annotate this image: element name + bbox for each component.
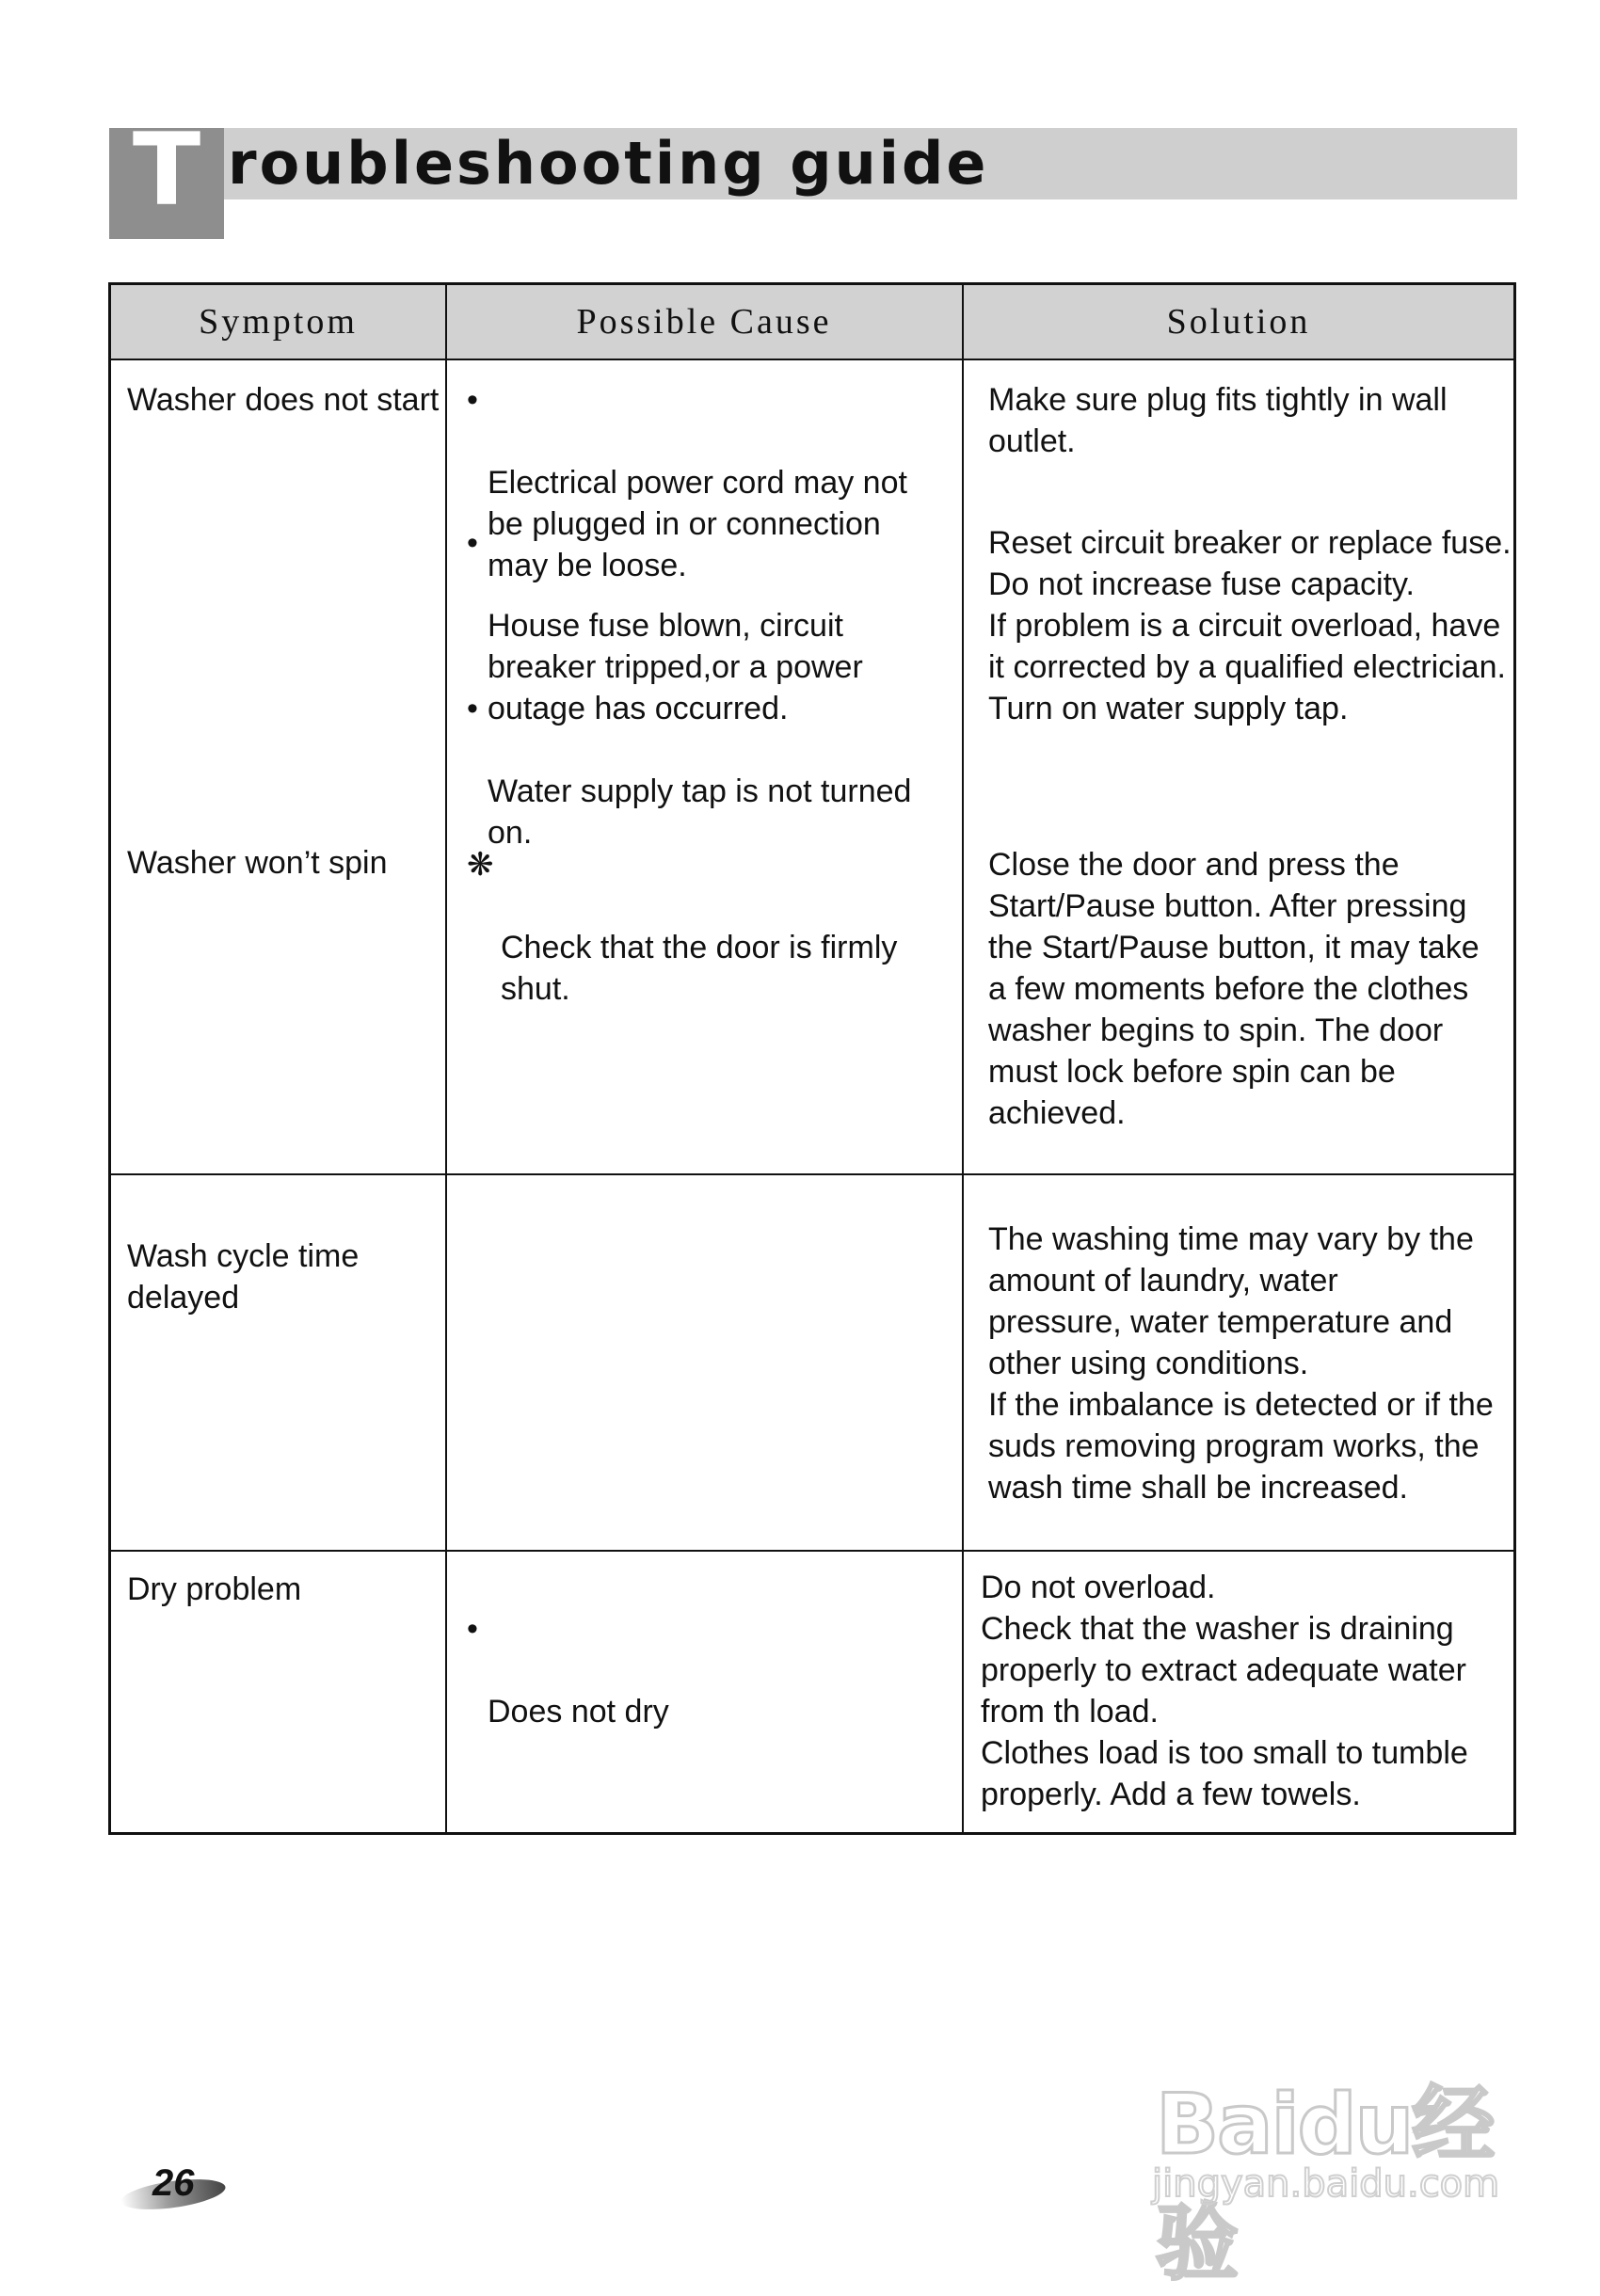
solution-dry-problem: Do not overload. Check that the washer is draining properly to extract adequate water from th load. Clothes load is too small to tumble properly. Add a few towels. — [981, 1570, 1468, 1812]
solution-close-door: Close the door and press the Start/Pause button. After pressing the Start/Pause button, it may take a few moments before the clothes washer begins to spin. The door must lock before spin can be achieved. — [988, 847, 1480, 1131]
cause-door-shut — [467, 844, 956, 1010]
troubleshooting-table — [108, 282, 1516, 1835]
symptom-washer-does-not-start: Washer does not start — [127, 382, 440, 418]
column-divider-1 — [445, 285, 447, 1832]
watermark-url: jingyan.baidu.com — [1152, 2162, 1500, 2206]
cause-text: Water supply tap is not turned on. — [488, 773, 912, 851]
watermark-logo: Baidu经验 — [1156, 2076, 1494, 2291]
cause-water-tap — [467, 688, 956, 853]
cause-text: House fuse blown, circuit breaker tripped,or a power outage has occurred. — [488, 608, 863, 726]
column-divider-2 — [962, 285, 964, 1832]
row-divider-2 — [111, 1550, 1513, 1552]
cause-text: Electrical power cord may not be plugged in or connection may be loose. — [488, 465, 907, 583]
page-number: 26 — [152, 2162, 195, 2204]
bullet-mark: • — [467, 1611, 478, 1647]
column-header-possible-cause: Possible Cause — [576, 302, 832, 342]
asterism-mark: ❋ — [467, 847, 494, 883]
column-header-solution: Solution — [1166, 302, 1311, 342]
bullet-mark: • — [467, 691, 478, 726]
symptom-washer-wont-spin: Washer won’t spin — [127, 845, 388, 881]
solution-plug: Make sure plug fits tightly in wall outlet. — [988, 382, 1448, 459]
solution-washing-time: The washing time may vary by the amount of laundry, water pressure, water temperature and other using conditions. If the imbalance is detected or if the suds removing program works, the wash time shall be increased. — [988, 1221, 1494, 1506]
column-header-symptom: Symptom — [199, 302, 358, 342]
row-divider-1 — [111, 1173, 1513, 1175]
table-header-row — [111, 285, 1513, 360]
solution-circuit-breaker: Reset circuit breaker or replace fuse. Do not increase fuse capacity. If problem is a circuit overload, have it corrected by a qualified electrician. Turn on water supply tap. — [988, 525, 1512, 726]
cause-does-not-dry — [467, 1608, 956, 1732]
symptom-dry-problem: Dry problem — [127, 1571, 302, 1607]
bullet-mark: • — [467, 525, 478, 561]
symptom-wash-cycle-delayed: Wash cycle time delayed — [127, 1238, 360, 1315]
cause-text: Does not dry — [488, 1694, 669, 1730]
page-title: roubleshooting guide — [228, 129, 989, 198]
baidu-watermark — [1146, 2023, 1523, 2291]
bullet-mark: • — [467, 382, 478, 418]
cause-text: Check that the door is firmly shut. — [501, 930, 898, 1007]
title-initial: T — [132, 112, 201, 228]
